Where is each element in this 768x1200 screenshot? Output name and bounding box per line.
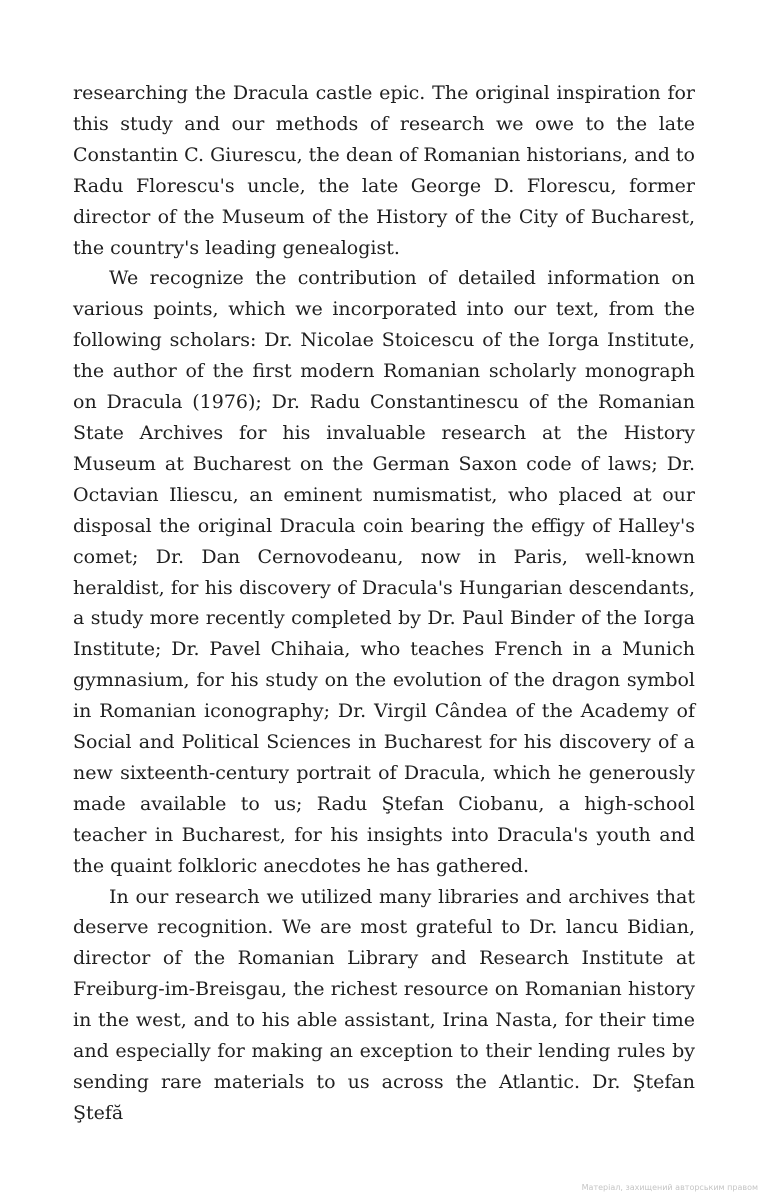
document-body: [73, 78, 695, 1129]
copyright-watermark: Матеріал, захищений авторським правом: [581, 1183, 758, 1192]
paragraph-libraries: In our research we utilized many libraries and archives that deserve recognition. We are most grateful to Dr. lancu Bidian, director of the Romanian Library and Research Institute at Freiburg-im-Breisgau, the richest resource on Romanian history in the west, and to his able assistant, Irina Nasta, for their time and especially for making an exception to their lending rules by sending rare materials to us across the Atlantic. Dr. Ştefan Ştefă: [73, 885, 695, 1124]
paragraph-continued: researching the Dracula castle epic. The original inspiration for this study and our methods of research we owe to the late Constantin C. Giurescu, the dean of Romanian historians, and to Radu Florescu's uncle, the late George D. Florescu, former director of the Museum of the History of the City of Bucharest, the country's leading genealogist.: [73, 82, 695, 259]
paragraph-scholars: We recognize the contribution of detailed information on various points, which we incorporated into our text, from the following scholars: Dr. Nicolae Stoicescu of the Iorga Institute, the author of the first modern Romanian scholarly monograph on Dracula (1976); Dr. Radu Constantinescu of the Romanian State Archives for his invaluable research at the History Museum at Bucharest on the German Saxon code of laws; Dr. Octavian Iliescu, an eminent numismatist, who placed at our disposal the original Dracula coin bearing the effigy of Halley's comet; Dr. Dan Cernovodeanu, now in Paris, well-known heraldist, for his discovery of Dracula's Hungarian descendants, a study more recently completed by Dr. Paul Binder of the Iorga Institute; Dr. Pavel Chihaia, who teaches French in a Munich gymnasium, for his study on the evolution of the dragon symbol in Romanian iconography; Dr. Virgil Cândea of the Academy of Social and Political Sciences in Bucharest for his discovery of a new sixteenth-century portrait of Dracula, which he generously made available to us; Radu Ştefan Ciobanu, a high-school teacher in Bucharest, for his insights into Dracula's youth and the quaint folkloric anecdotes he has gathered.: [73, 267, 695, 877]
